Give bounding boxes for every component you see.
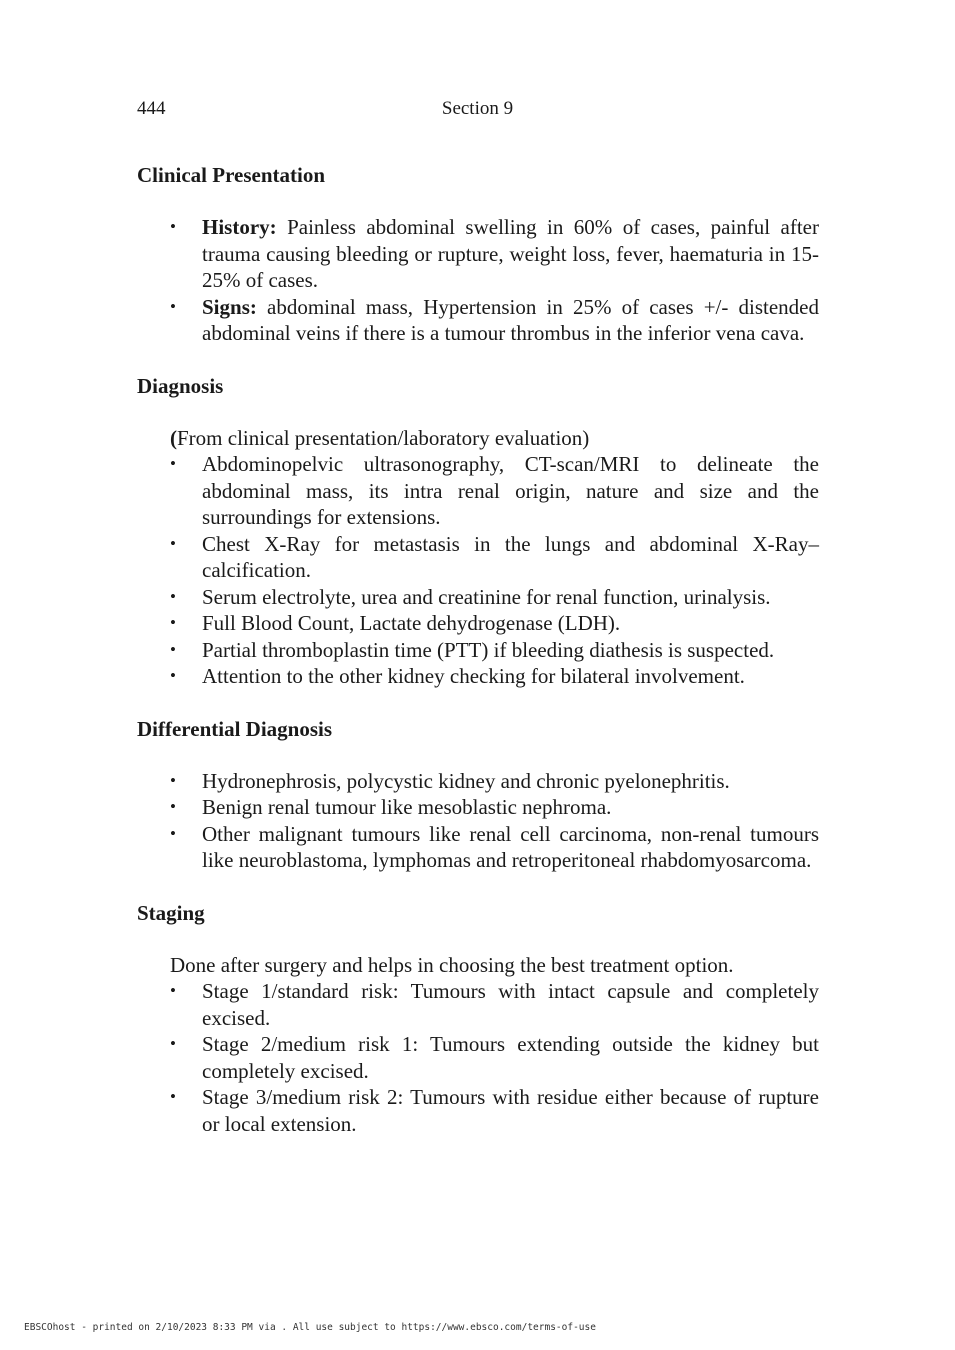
- heading-diagnosis: Diagnosis: [137, 373, 224, 398]
- list-item: [137, 610, 819, 637]
- item-text: Chest X-Ray for metastasis in the lungs and abdominal X-Ray–calcification.: [202, 531, 819, 582]
- item-text: Stage 2/medium risk 1: Tumours extending outside the kidney but completely excised.: [202, 1032, 819, 1083]
- item-text: Stage 1/standard risk: Tumours with intact capsule and completely excised.: [202, 979, 819, 1030]
- item-text: Partial thromboplastin time (PTT) if bleeding diathesis is suspected.: [202, 637, 775, 662]
- item-text: Full Blood Count, Lactate dehydrogenase (LDH).: [202, 611, 621, 635]
- list-item: [137, 663, 819, 690]
- bullet-icon: •: [170, 1087, 176, 1106]
- bullet-icon: •: [170, 639, 176, 659]
- item-text: Other malignant tumours like renal cell carcinoma, non-renal tumours like neuroblastoma, lymphomas and retroperitoneal rhabdomyosarcoma.: [202, 821, 819, 872]
- intro-paren: (: [170, 425, 177, 450]
- item-text: abdominal mass, Hypertension in 25% of cases +/- distended abdominal veins if there is a tumour thrombus in the inferior vena cava.: [202, 294, 819, 345]
- list-item: [137, 451, 819, 531]
- item-text: Benign renal tumour like mesoblastic nephroma.: [202, 795, 612, 819]
- bullet-icon: •: [170, 1034, 176, 1053]
- list-item: [137, 637, 819, 664]
- staging-intro: Done after surgery and helps in choosing the best treatment option.: [170, 952, 734, 977]
- item-text: Serum electrolyte, urea and creatinine for renal function, urinalysis.: [202, 584, 771, 609]
- item-text: Attention to the other kidney checking for bilateral involvement.: [202, 664, 745, 688]
- list-item: [137, 768, 819, 795]
- list-item: [137, 794, 819, 821]
- item-text: Painless abdominal swelling in 60% of cases, painful after trauma causing bleeding or rupture, weight loss, fever, haematuria in 15-25% of cases.: [202, 215, 819, 292]
- diagnosis-intro: [137, 425, 819, 452]
- footer-notice: EBSCOhost - printed on 2/10/2023 8:33 PM via . All use subject to https://www.ebsco.com/terms-of-use: [24, 1322, 596, 1333]
- bullet-icon: •: [170, 296, 176, 316]
- bullet-icon: •: [170, 454, 176, 473]
- item-text: Hydronephrosis, polycystic kidney and chronic pyelonephritis.: [202, 768, 730, 793]
- list-item: [137, 1031, 819, 1084]
- bullet-icon: •: [170, 586, 176, 606]
- bullet-icon: •: [170, 770, 176, 790]
- list-item: [137, 531, 819, 584]
- item-label: Signs:: [202, 294, 257, 319]
- page-number: 444: [137, 98, 166, 119]
- bullet-icon: •: [170, 613, 176, 632]
- page-body: [137, 162, 819, 1137]
- list-item: [137, 214, 819, 294]
- intro-text: From clinical presentation/laboratory evaluation): [177, 425, 590, 450]
- item-label: History:: [202, 215, 277, 239]
- list-item: [137, 821, 819, 874]
- heading-differential-diagnosis: Differential Diagnosis: [137, 716, 333, 741]
- list-item: [137, 584, 819, 611]
- list-item: [137, 978, 819, 1031]
- list-item: [137, 1084, 819, 1137]
- heading-clinical-presentation: Clinical Presentation: [137, 163, 326, 187]
- list-item: [137, 294, 819, 347]
- diagnosis-list: [137, 451, 819, 690]
- bullet-icon: •: [170, 797, 176, 816]
- bullet-icon: •: [170, 666, 176, 685]
- staging-list: [137, 978, 819, 1137]
- heading-staging: Staging: [137, 900, 205, 925]
- bullet-icon: •: [170, 823, 176, 843]
- clinical-list: [137, 214, 819, 347]
- bullet-icon: •: [170, 981, 176, 1000]
- differential-list: [137, 768, 819, 874]
- item-text: Stage 3/medium risk 2: Tumours with residue either because of rupture or local extension.: [202, 1085, 819, 1136]
- bullet-icon: •: [170, 217, 176, 236]
- running-head: Section 9: [441, 98, 514, 119]
- bullet-icon: •: [170, 533, 176, 553]
- item-text: Abdominopelvic ultrasonography, CT-scan/MRI to delineate the abdominal mass, its intra renal origin, nature and size and the surroundings for extensions.: [202, 452, 819, 529]
